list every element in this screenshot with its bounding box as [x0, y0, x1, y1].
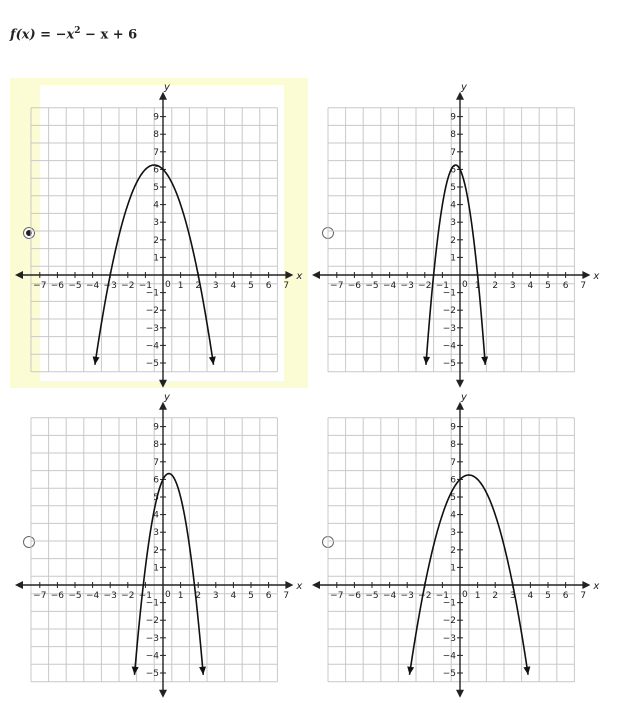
x-tick-label: −4	[382, 591, 397, 601]
x-tick-label: −3	[103, 281, 117, 291]
x-tick-label: −1	[435, 281, 450, 291]
x-tick-label: 6	[265, 281, 272, 291]
y-axis-label: y	[461, 81, 467, 93]
x-tick-label: −2	[121, 281, 135, 291]
function-equation	[10, 26, 137, 42]
y-axis-label: y	[461, 391, 467, 403]
x-tick-label: −6	[50, 591, 65, 601]
x-tick-label: −7	[330, 281, 344, 291]
x-tick-label: −4	[382, 281, 397, 291]
x-tick-label: −7	[33, 591, 47, 601]
y-tick-label: −3	[145, 633, 159, 644]
x-tick-label: 4	[230, 591, 237, 601]
y-axis-arrow-down	[159, 690, 167, 698]
y-tick-label: 1	[450, 253, 456, 264]
x-axis-arrow-left	[312, 581, 320, 589]
option-c-graph[interactable]	[30, 391, 303, 692]
y-tick-label: 2	[153, 545, 159, 556]
y-tick-label: −5	[442, 359, 456, 369]
y-tick-label: −1	[145, 598, 159, 609]
x-axis-label: x	[296, 581, 303, 592]
y-tick-label: −4	[442, 341, 456, 352]
y-axis-arrow-down	[456, 380, 464, 388]
x-tick-label: −5	[365, 591, 379, 601]
y-axis-arrow-down	[456, 690, 464, 698]
y-tick-label: 4	[153, 510, 159, 521]
curve-arrowhead	[93, 356, 100, 364]
y-tick-label: −2	[442, 616, 456, 627]
y-axis-label: y	[164, 81, 170, 93]
x-tick-label: −2	[418, 591, 432, 601]
y-tick-label: −2	[442, 306, 456, 317]
curve-arrowhead	[209, 356, 216, 364]
y-tick-label: 2	[450, 545, 456, 556]
x-tick-label: −3	[400, 591, 414, 601]
x-tick-label: 4	[527, 591, 534, 601]
x-axis-label: x	[296, 271, 303, 282]
x-tick-label: −3	[103, 591, 117, 601]
curve-arrowhead	[523, 666, 530, 674]
x-tick-label: 1	[474, 281, 481, 291]
x-axis-label: x	[593, 581, 600, 592]
y-tick-label: −4	[442, 651, 456, 662]
y-tick-label: −1	[442, 598, 456, 609]
y-tick-label: −2	[145, 616, 159, 627]
x-axis-arrow-left	[312, 271, 320, 279]
y-tick-label: 2	[450, 235, 456, 246]
y-tick-label: 6	[450, 165, 456, 176]
option-a-graph[interactable]	[30, 81, 303, 382]
y-tick-label: 4	[450, 200, 456, 211]
y-tick-label: −1	[145, 288, 159, 299]
x-tick-label: 5	[545, 591, 551, 601]
x-tick-label: 1	[474, 591, 481, 601]
x-tick-label: 1	[177, 281, 184, 291]
y-tick-label: 2	[153, 235, 159, 246]
y-tick-label: 3	[450, 218, 456, 229]
option-b-graph[interactable]	[327, 81, 600, 382]
y-tick-label: 3	[153, 218, 159, 229]
x-tick-label: −2	[418, 281, 432, 291]
x-tick-label: −1	[138, 281, 153, 291]
y-tick-label: −4	[145, 651, 159, 662]
y-tick-label: −5	[145, 359, 159, 369]
x-tick-label: −3	[400, 281, 414, 291]
y-tick-label: 1	[153, 253, 159, 264]
y-tick-label: 3	[450, 528, 456, 539]
function-name: f(x) = −x	[10, 27, 75, 43]
x-tick-label: 3	[509, 591, 516, 601]
y-tick-label: −4	[145, 341, 159, 352]
x-tick-label: 2	[492, 281, 499, 291]
x-tick-label: 4	[230, 281, 237, 291]
x-axis-arrow-left	[15, 581, 23, 589]
curve-arrowhead	[407, 666, 414, 674]
x-tick-label: 7	[283, 591, 290, 601]
x-tick-label: −2	[121, 591, 135, 601]
curve-arrowhead	[423, 357, 430, 365]
y-tick-label: 7	[153, 457, 159, 468]
x-tick-label: −5	[365, 281, 379, 291]
x-tick-label: 3	[212, 591, 219, 601]
y-tick-label: 5	[153, 183, 159, 193]
x-tick-label: 3	[212, 281, 219, 291]
x-tick-label: 2	[195, 591, 202, 601]
y-axis-arrow-up	[456, 92, 464, 100]
y-tick-label: 7	[153, 147, 159, 158]
origin-label: 0	[165, 590, 171, 600]
x-axis-label: x	[593, 271, 600, 282]
y-tick-label: −5	[442, 669, 456, 679]
y-tick-label: 9	[450, 112, 456, 123]
y-tick-label: 5	[450, 493, 456, 503]
x-tick-label: 2	[492, 591, 499, 601]
parabola-curve	[426, 165, 485, 365]
y-tick-label: 9	[450, 422, 456, 433]
y-tick-label: −3	[145, 323, 159, 334]
x-tick-label: 2	[195, 281, 202, 291]
x-tick-label: −5	[68, 281, 82, 291]
function-exponent: 2	[74, 26, 81, 36]
x-tick-label: −4	[85, 591, 100, 601]
y-tick-label: 4	[450, 510, 456, 521]
x-tick-label: 5	[248, 281, 254, 291]
y-tick-label: 1	[450, 563, 456, 574]
origin-label: 0	[462, 590, 468, 600]
y-tick-label: 6	[153, 165, 159, 176]
origin-label: 0	[165, 280, 171, 290]
y-tick-label: −3	[442, 633, 456, 644]
x-tick-label: 7	[283, 281, 290, 291]
y-tick-label: 3	[153, 528, 159, 539]
y-tick-label: 8	[450, 440, 456, 451]
y-tick-label: 4	[153, 200, 159, 211]
x-tick-label: −1	[138, 591, 153, 601]
y-tick-label: −5	[145, 669, 159, 679]
x-tick-label: −4	[85, 281, 100, 291]
x-tick-label: 5	[545, 281, 551, 291]
x-tick-label: −7	[33, 281, 47, 291]
x-tick-label: 6	[562, 591, 569, 601]
y-axis-label: y	[164, 391, 170, 403]
y-tick-label: 6	[450, 475, 456, 486]
y-tick-label: 5	[153, 493, 159, 503]
y-axis-arrow-up	[159, 402, 167, 410]
y-tick-label: 6	[153, 475, 159, 486]
y-tick-label: 8	[153, 130, 159, 141]
x-tick-label: 7	[580, 591, 587, 601]
y-tick-label: 1	[153, 563, 159, 574]
y-tick-label: −3	[442, 323, 456, 334]
x-tick-label: −6	[347, 591, 362, 601]
y-tick-label: 5	[450, 183, 456, 193]
function-rest: − x + 6	[80, 27, 138, 43]
curve-arrowhead	[481, 357, 488, 365]
x-tick-label: 3	[509, 281, 516, 291]
x-tick-label: 4	[527, 281, 534, 291]
x-tick-label: 6	[265, 591, 272, 601]
y-tick-label: −2	[145, 306, 159, 317]
x-tick-label: −5	[68, 591, 82, 601]
x-tick-label: 5	[248, 591, 254, 601]
origin-label: 0	[462, 280, 468, 290]
y-axis-arrow-up	[456, 402, 464, 410]
x-tick-label: 6	[562, 281, 569, 291]
x-tick-label: 1	[177, 591, 184, 601]
x-tick-label: −7	[330, 591, 344, 601]
x-tick-label: −1	[435, 591, 450, 601]
y-tick-label: 7	[450, 457, 456, 468]
x-tick-label: −6	[347, 281, 362, 291]
y-axis-arrow-up	[159, 92, 167, 100]
option-d-graph[interactable]	[327, 391, 600, 692]
y-tick-label: 8	[153, 440, 159, 451]
y-tick-label: −1	[442, 288, 456, 299]
y-tick-label: 7	[450, 147, 456, 158]
parabola-curve	[135, 474, 204, 675]
x-tick-label: −6	[50, 281, 65, 291]
y-tick-label: 8	[450, 130, 456, 141]
y-tick-label: 9	[153, 112, 159, 123]
y-tick-label: 9	[153, 422, 159, 433]
x-tick-label: 7	[580, 281, 587, 291]
